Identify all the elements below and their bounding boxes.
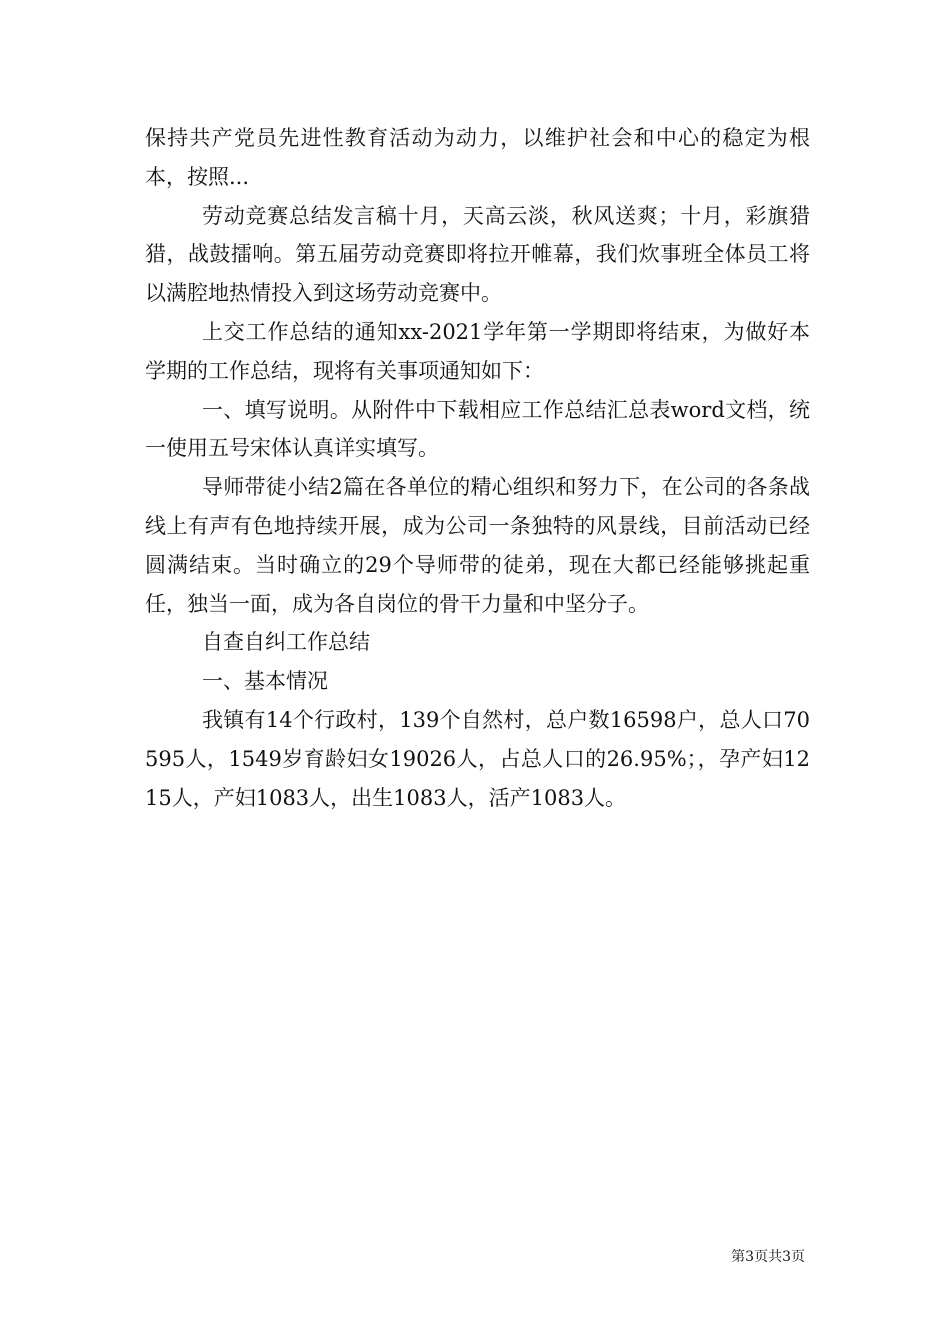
- heading-self-inspection: 自查自纠工作总结: [202, 630, 370, 655]
- document-body: [145, 119, 810, 817]
- paragraph-fill-instructions: 一、填写说明。从附件中下载相应工作总结汇总表word文档，统一使用五号宋体认真详实填写。: [145, 397, 810, 461]
- heading-basic-situation: 一、基本情况: [202, 669, 328, 694]
- paragraph-town-statistics: 我镇有14个行政村，139个自然村，总户数16598户，总人口70595人，1549岁育龄妇女19026人，占总人口的26.95%；，孕产妇1215人，产妇1083人，出生1083人，活产1083人。: [145, 707, 810, 810]
- paragraph-mentor-summary: 导师带徒小结2篇在各单位的精心组织和努力下，在公司的各条战线上有声有色地持续开展，成为公司一条独特的风景线，目前活动已经圆满结束。当时确立的29个导师带的徒弟，现在大都已经能够挑起重任，独当一面，成为各自岗位的骨干力量和中坚分子。: [145, 475, 810, 616]
- paragraph-labor-competition: 劳动竞赛总结发言稿十月，天高云淡，秋风送爽；十月，彩旗猎猎，战鼓擂响。第五届劳动竞赛即将拉开帷幕，我们炊事班全体员工将以满腔地热情投入到这场劳动竞赛中。: [145, 203, 810, 306]
- page-number: 第3页共3页: [731, 1249, 805, 1265]
- paragraph-summary-notice: 上交工作总结的通知xx-2021学年第一学期即将结束，为做好本学期的工作总结，现将有关事项通知如下：: [145, 319, 810, 383]
- paragraph-continuation: 保持共产党员先进性教育活动为动力，以维护社会和中心的稳定为根本，按照...: [145, 126, 810, 189]
